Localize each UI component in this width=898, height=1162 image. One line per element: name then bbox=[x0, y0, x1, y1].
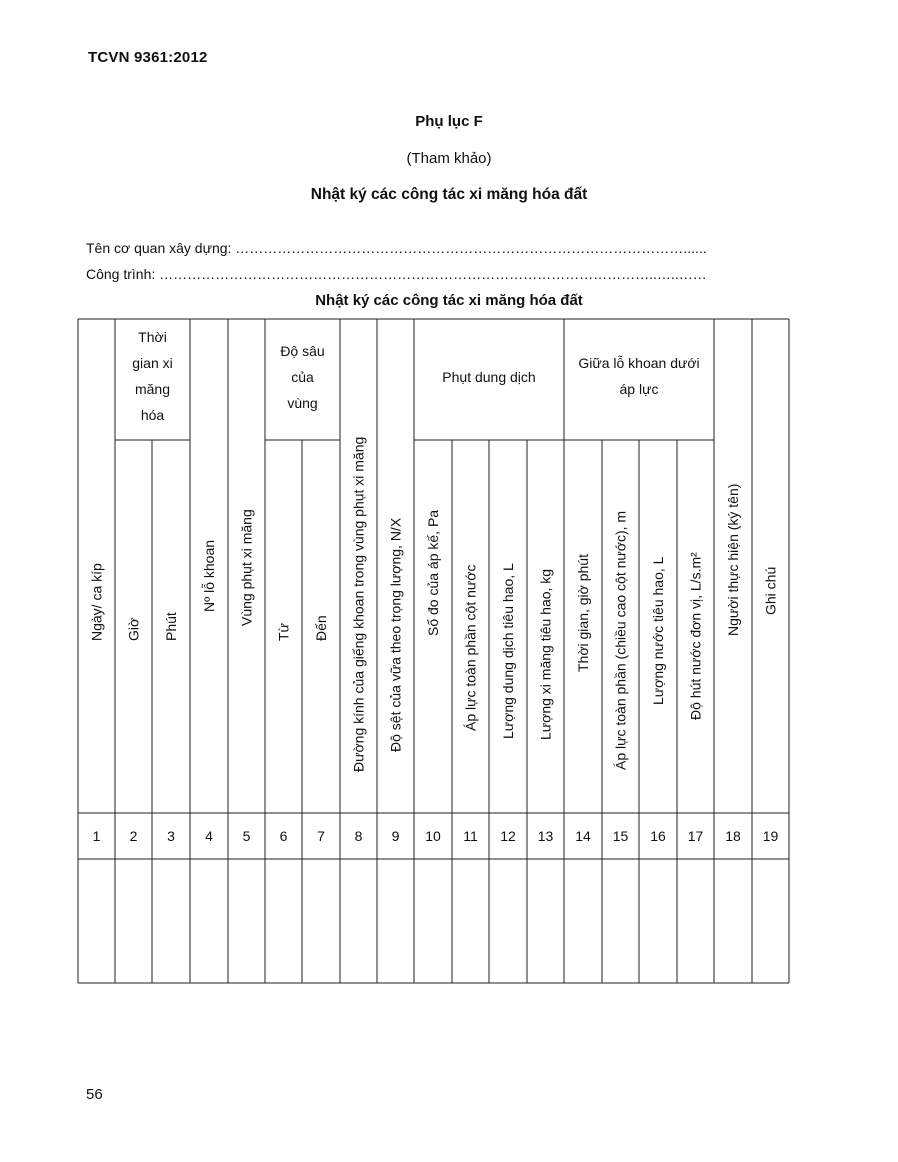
column-header-8: Đường kính của giếng khoan trong vùng phụt xi măng bbox=[350, 436, 367, 772]
group-header-text: Phụt dung dịch bbox=[442, 369, 536, 385]
column-header-3: Phút bbox=[163, 612, 179, 641]
group-header-text: áp lực bbox=[619, 381, 659, 397]
column-header-17: Độ hút nước đơn vị, L/s.m² bbox=[687, 552, 704, 720]
column-header-2: Giờ bbox=[125, 617, 142, 641]
column-header-9: Độ sệt của vữa theo trọng lượng, N/X bbox=[387, 517, 404, 752]
group-header-text: Độ sâu bbox=[280, 343, 325, 359]
column-number-10: 10 bbox=[425, 828, 441, 844]
column-number-19: 19 bbox=[762, 828, 779, 844]
appendix-heading: Nhật ký các công tác xi măng hóa đất bbox=[310, 186, 588, 203]
column-number-12: 12 bbox=[500, 828, 516, 844]
field-fill-line: ……………………………………………………………………………………………..…..…… bbox=[155, 266, 707, 282]
group-header-text: Thời bbox=[138, 329, 167, 345]
column-number-1: 1 bbox=[92, 828, 101, 844]
page-number: 56 bbox=[86, 1086, 103, 1103]
column-header-10: Số đo của áp kế, Pa bbox=[425, 509, 441, 636]
column-header-1: Ngày/ ca kíp bbox=[88, 563, 105, 641]
table-title: Nhật ký các công tác xi măng hóa đất bbox=[315, 292, 583, 309]
column-header-19: Ghi chú bbox=[762, 566, 779, 615]
column-number-14: 14 bbox=[575, 828, 591, 844]
column-number-9: 9 bbox=[391, 828, 400, 844]
column-header-6: Từ bbox=[275, 623, 292, 641]
column-number-2: 2 bbox=[129, 828, 138, 844]
column-header-16: Lượng nước tiêu hao, L bbox=[650, 556, 666, 705]
appendix-title: Phụ lục F bbox=[415, 113, 483, 130]
column-header-13: Lượng xi măng tiêu hao, kg bbox=[537, 568, 554, 740]
column-header-12: Lượng dung dịch tiêu hao, L bbox=[500, 563, 516, 739]
column-number-13: 13 bbox=[537, 828, 554, 844]
group-header-text: Giữa lỗ khoan dưới bbox=[578, 355, 700, 371]
column-header-4: Nº lỗ khoan bbox=[201, 539, 217, 612]
column-number-6: 6 bbox=[279, 828, 288, 844]
appendix-subtitle: (Tham khảo) bbox=[406, 150, 492, 167]
column-number-4: 4 bbox=[205, 828, 213, 844]
column-number-16: 16 bbox=[650, 828, 666, 844]
column-header-15: Áp lực toàn phần (chiều cao cột nước), m bbox=[612, 510, 629, 770]
column-number-11: 11 bbox=[463, 828, 478, 844]
column-number-8: 8 bbox=[354, 828, 363, 844]
column-header-5: Vùng phụt xi măng bbox=[238, 509, 255, 626]
group-header-text: gian xi bbox=[132, 355, 173, 371]
column-number-18: 18 bbox=[725, 828, 741, 844]
column-header-14: Thời gian, giờ phút bbox=[575, 554, 591, 672]
group-header-text: của bbox=[291, 369, 314, 385]
column-number-5: 5 bbox=[242, 828, 251, 844]
group-header-text: hóa bbox=[140, 407, 165, 423]
field-label: Công trình: bbox=[86, 266, 156, 282]
group-header-text: vùng bbox=[287, 395, 318, 411]
column-number-15: 15 bbox=[612, 828, 629, 844]
column-header-7: Đến bbox=[313, 615, 329, 641]
group-header-text: măng bbox=[134, 381, 171, 397]
field-label: Tên cơ quan xây dựng: bbox=[86, 240, 232, 256]
column-number-17: 17 bbox=[687, 828, 704, 844]
standard-code: TCVN 9361:2012 bbox=[88, 49, 208, 66]
field-fill-line: ……………………………………………………………………………………...... bbox=[231, 240, 707, 256]
column-number-3: 3 bbox=[167, 828, 175, 844]
column-header-11: Áp lực toàn phần cột nước bbox=[462, 564, 479, 731]
column-number-7: 7 bbox=[317, 828, 325, 844]
column-header-18: Người thực hiện (ký tên) bbox=[725, 483, 741, 636]
